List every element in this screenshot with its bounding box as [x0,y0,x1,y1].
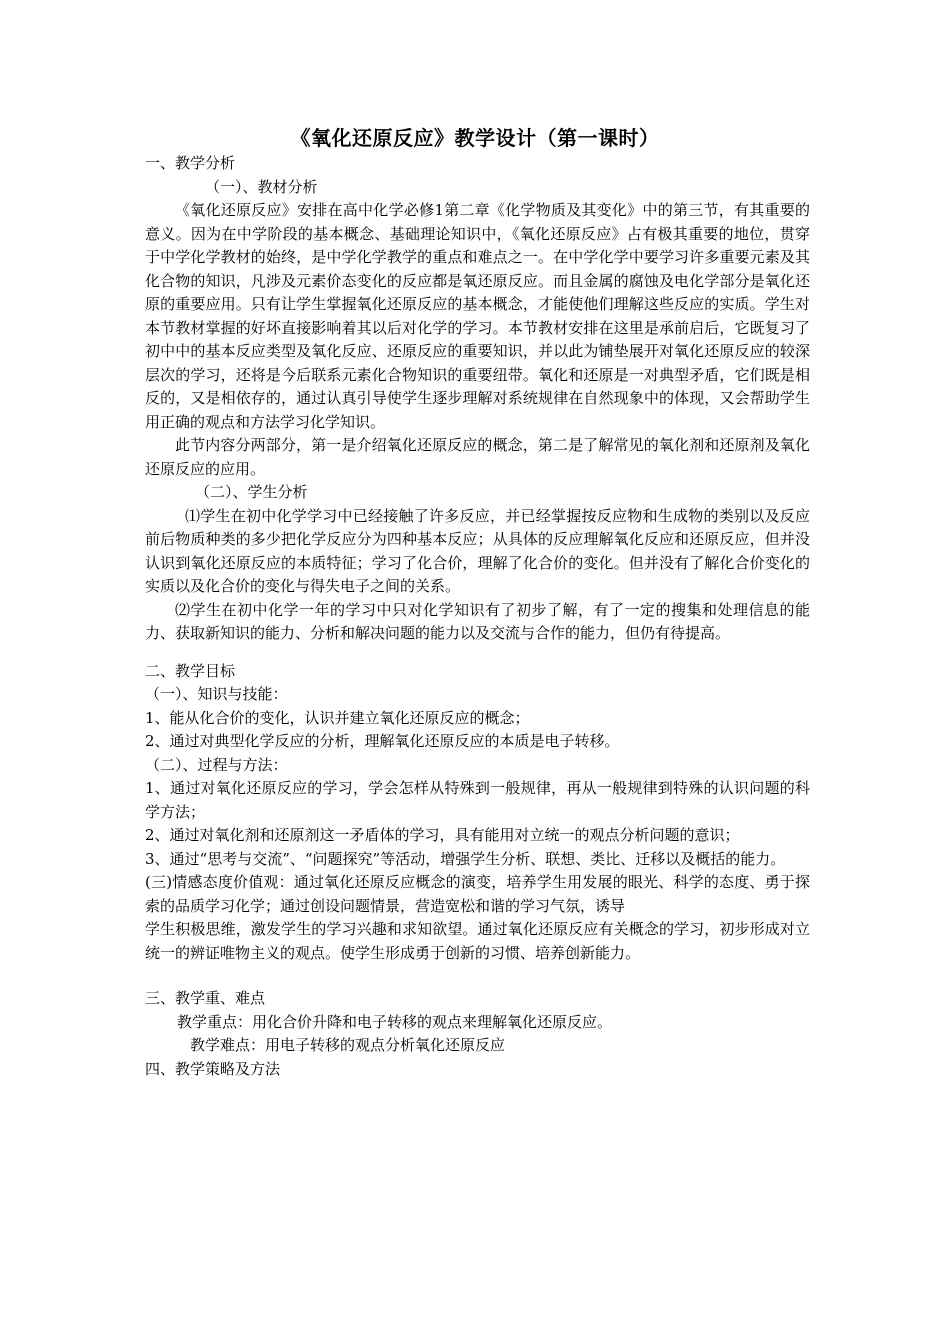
paragraph: ⑴学生在初中化学学习中已经接触了许多反应，并已经掌握按反应物和生成物的类别以及反应前后物质种类的多少把化学反应分为四种基本反应；从具体的反应理解氧化反应和还原反应，但并没认识到氧化还原反应的本质特征；学习了化合价，理解了化合价的变化。但并没有了解化合价变化的实质以及化合价的变化与得失电子之间的关系。 [145,506,810,595]
paragraph: 此节内容分两部分，第一是介绍氧化还原反应的概念，第二是了解常见的氧化剂和还原剂及氧化还原反应的应用。 [145,436,810,478]
document-title: 《氧化还原反应》教学设计（第一课时） [290,126,660,150]
key-point: 教学重点：用化合价升降和电子转移的观点来理解氧化还原反应。 [177,1012,613,1031]
paragraph: 学生积极思维，激发学生的学习兴趣和求知欲望。通过氧化还原反应有关概念的学习，初步形成对立统一的辨证唯物主义的观点。使学生形成勇于创新的习惯、培养创新能力。 [145,920,810,962]
subsection-heading: （一）、知识与技能： [145,685,288,703]
paragraph: 《氧化还原反应》安排在高中化学必修1第二章《化学物质及其变化》中的第三节，有其重要的意义。因为在中学阶段的基本概念、基础理论知识中，《氧化还原反应》占有极其重要的地位，贯穿于中学化学教材的始终，是中学化学教学的重点和难点之一。在中学化学中要学习许多重要元素及其化合物的知识，凡涉及元素价态变化的反应都是氧还原反应。而且金属的腐蚀及电化学部分是氧化还原的重要应用。只有让学生掌握氧化还原反应的基本概念，才能使他们理解这些反应的实质。学生对本节教材掌握的好坏直接影响着其以后对化学的学习。本节教材安排在这里是承前启后，它既复习了初中中的基本反应类型及氧化反应、还原反应的重要知识，并以此为铺垫展开对氧化还原反应的较深层次的学习，还将是今后联系元素化合物知识的重要纽带。氧化和还原是一对典型矛盾，它们既是相反的，又是相依存的，通过认真引导使学生逐步理解对系统规律在自然现象中的体现，又会帮助学生用正确的观点和方法学习化学知识。 [145,201,810,431]
subsection-heading: （一）、教材分析 [205,177,318,196]
subsection-heading: （二）、学生分析 [195,483,308,501]
section-heading: 二、教学目标 [145,661,236,680]
paragraph: (三)情感态度价值观：通过氧化还原反应概念的演变，培养学生用发展的眼光、科学的态度、勇于探索的品质学习化学；通过创设问题情景，营造宽松和谐的学习气氛，诱导 [145,873,810,915]
difficult-point: 教学难点：用电子转移的观点分析氧化还原反应 [190,1036,506,1054]
document-body [145,152,810,1081]
subsection-heading: （二）、过程与方法： [145,755,288,774]
list-item: 1、通过对氧化还原反应的学习，学会怎样从特殊到一般规律，再从一般规律到特殊的认识问题的科学方法； [145,779,810,821]
spacer [145,965,810,987]
section-heading: 三、教学重、难点 [145,989,266,1007]
list-item: 1、能从化合价的变化，认识并建立氧化还原反应的概念； [145,708,530,727]
list-item: 2、通过对典型化学反应的分析，理解氧化还原反应的本质是电子转移。 [145,732,620,750]
paragraph: ⑵学生在初中化学一年的学习中只对化学知识有了初步了解，有了一定的搜集和处理信息的能力、获取新知识的能力、分析和解决问题的能力以及交流与合作的能力，但仍有待提高。 [145,600,810,642]
section-heading: 四、教学策略及方法 [145,1059,281,1078]
list-item: 3、通过“思考与交流”、“问题探究”等活动，增强学生分析、联想、类比、迁移以及概括的能力。 [145,849,786,868]
section-heading: 一、教学分析 [145,154,236,172]
list-item: 2、通过对氧化剂和还原剂这一矛盾体的学习，具有能用对立统一的观点分析问题的意识； [145,826,740,844]
spacer [145,646,810,660]
